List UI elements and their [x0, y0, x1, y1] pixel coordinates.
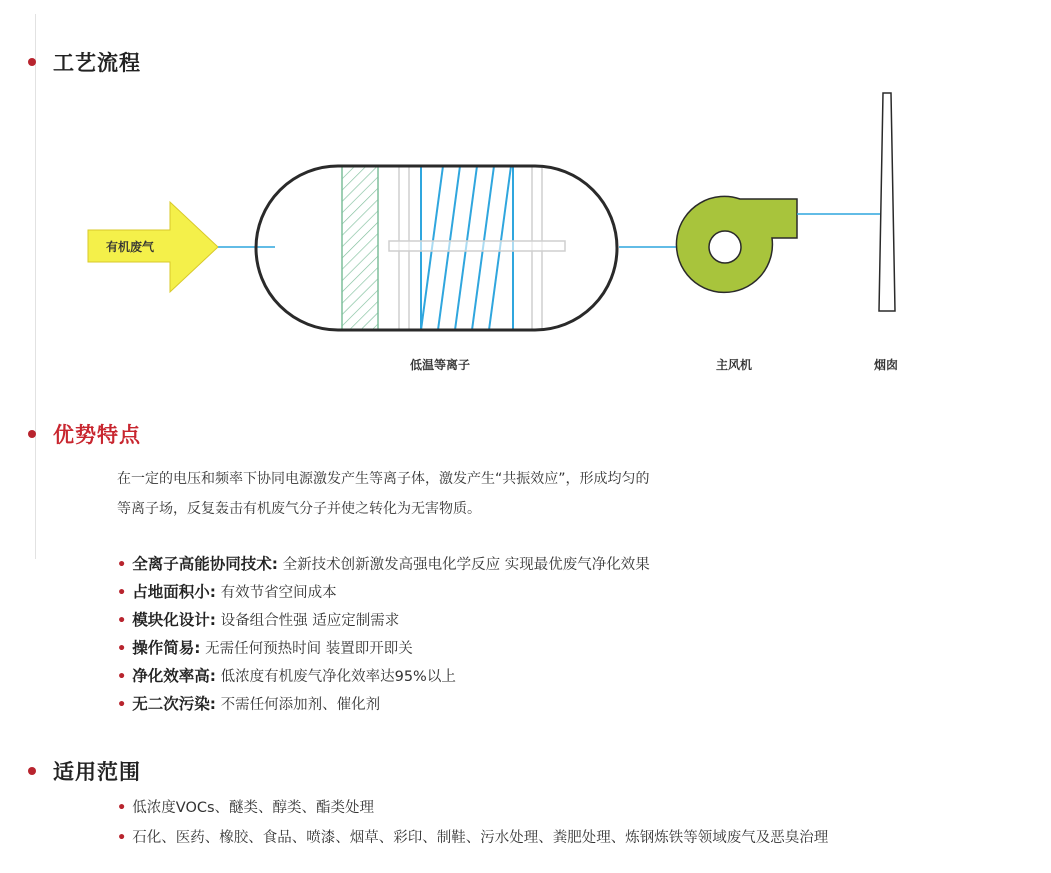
filter-hatch [342, 166, 378, 330]
bullet-icon: • [117, 669, 127, 685]
feature-title: 全离子高能协同技术: [132, 555, 278, 573]
electrode-rod [389, 241, 565, 251]
bullet-icon: • [117, 585, 127, 601]
feature-desc: 全新技术创新激发高强电化学反应 实现最优废气净化效果 [282, 557, 650, 573]
feature-desc: 设备组合性强 适应定制需求 [220, 613, 400, 629]
chimney-label: 烟囱 [874, 358, 899, 372]
fan-label: 主风机 [716, 358, 753, 372]
section-dot [28, 58, 36, 66]
bullet-icon: • [117, 613, 127, 629]
reactor-label: 低温等离子 [410, 358, 471, 372]
scope-text: 石化、医药、橡胶、食品、喷漆、烟草、彩印、制鞋、污水处理、粪肥处理、炼钢炼铁等领域废气及恶臭治理 [132, 830, 829, 846]
feature-item [117, 692, 380, 714]
feature-item [117, 664, 456, 686]
feature-title: 净化效率高: [132, 667, 216, 685]
feature-desc: 有效节省空间成本 [220, 585, 337, 601]
feature-title: 无二次污染: [132, 695, 216, 713]
feature-title: 操作简易: [132, 639, 201, 657]
advantages-paragraph-line1: 在一定的电压和频率下协同电源激发产生等离子体，激发产生“共振效应”，形成均匀的 [117, 471, 650, 487]
feature-item [117, 608, 399, 630]
fan-inlet [709, 231, 741, 263]
scope-item [117, 826, 828, 847]
feature-item [117, 552, 650, 574]
scope-item [117, 796, 374, 817]
input-label: 有机废气 [106, 240, 155, 254]
feature-desc: 低浓度有机废气净化效率达95%以上 [220, 669, 456, 685]
section-title-advantages: 优势特点 [53, 423, 141, 447]
feature-item [117, 636, 413, 658]
feature-item [117, 580, 337, 602]
bullet-icon: • [117, 557, 127, 573]
bullet-icon: • [117, 641, 127, 657]
section-dot [28, 767, 36, 775]
advantages-paragraph-line2: 等离子场，反复轰击有机废气分子并使之转化为无害物质。 [117, 501, 481, 517]
bullet-icon: • [117, 697, 127, 713]
section-title-process: 工艺流程 [53, 51, 141, 75]
process-diagram [0, 80, 1051, 380]
scope-text: 低浓度VOCs、醚类、醇类、酯类处理 [132, 800, 375, 816]
feature-desc: 不需任何添加剂、催化剂 [220, 697, 381, 713]
section-title-scope: 适用范围 [53, 760, 141, 784]
feature-title: 占地面积小: [132, 583, 216, 601]
bullet-icon: • [117, 800, 127, 816]
section-dot [28, 430, 36, 438]
bullet-icon: • [117, 830, 127, 846]
feature-title: 模块化设计: [132, 611, 216, 629]
chimney [879, 93, 895, 311]
feature-desc: 无需任何预热时间 装置即开即关 [205, 641, 413, 657]
